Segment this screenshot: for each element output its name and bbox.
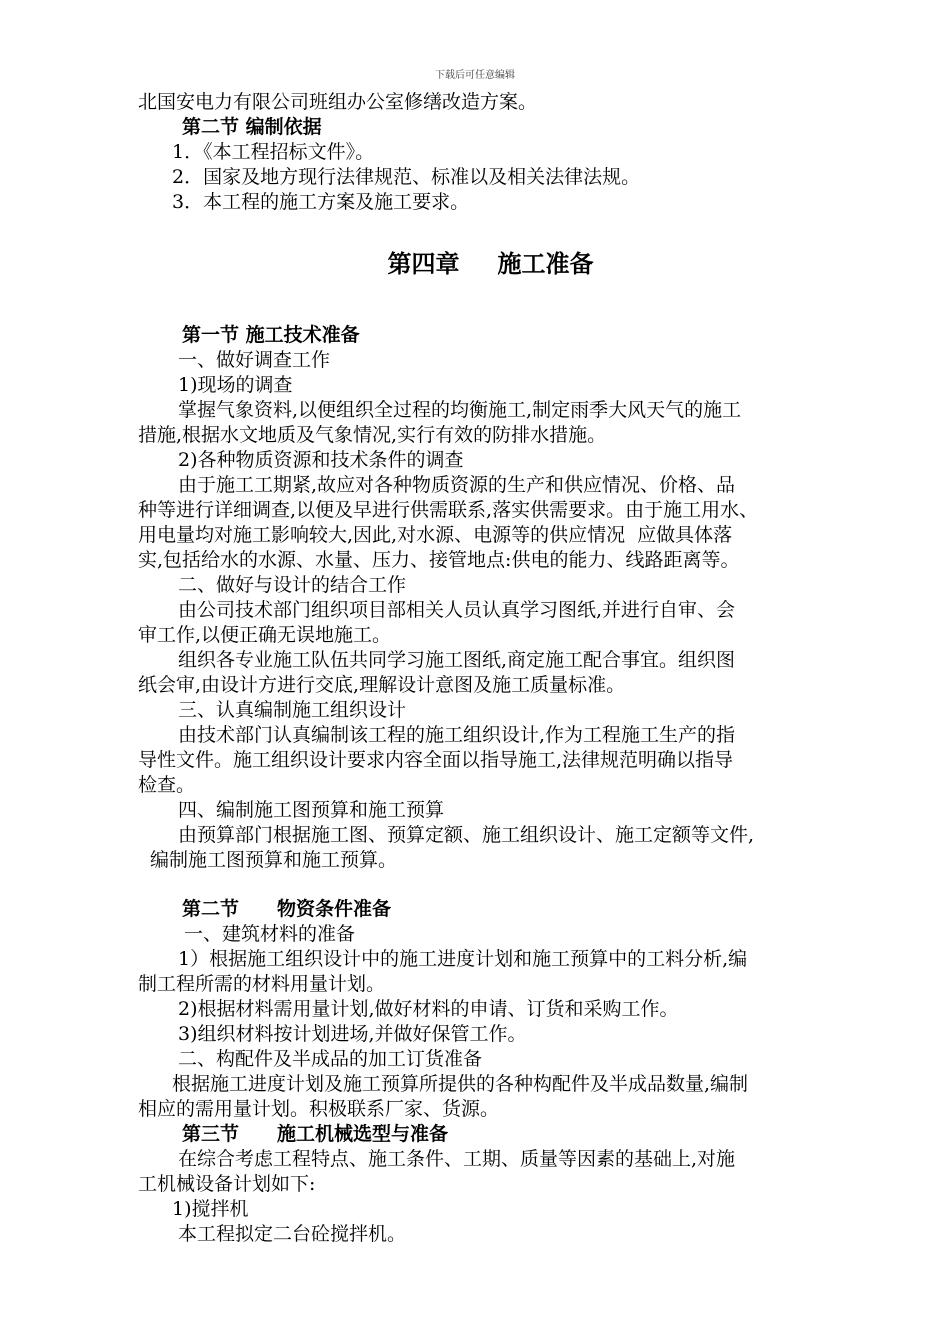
paragraph-line: 导性文件。施工组织设计要求内容全面以指导施工,法律规范明确以指导 — [138, 749, 734, 771]
subheading-resource-survey: 2)各种物质资源和技术条件的调查 — [178, 449, 464, 471]
paragraph-line: 根据施工进度计划及施工预算所提供的各种构配件及半成品数量,编制 — [172, 1073, 749, 1095]
basis-item-1: 1．《本工程招标文件》。 — [172, 141, 375, 163]
section-number: 第一节 — [182, 324, 240, 346]
paragraph-line: 措施,根据水文地质及气象情况,实行有效的防排水措施。 — [138, 424, 607, 446]
paragraph-line: 制工程所需的材料用量计划。 — [138, 973, 386, 995]
paragraph-line: 编制施工图预算和施工预算。 — [150, 849, 398, 871]
heading-survey: 一、做好调查工作 — [178, 349, 331, 371]
section-number: 第二节 — [182, 116, 240, 138]
section-number: 第三节 — [182, 1123, 240, 1145]
section-title-tech — [138, 323, 863, 348]
paragraph-line: 检查。 — [138, 774, 196, 796]
paragraph-line: 掌握气象资料,以便组织全过程的均衡施工,制定雨季大风天气的施工 — [178, 399, 742, 421]
basis-item-3: 3．本工程的施工方案及施工要求。 — [172, 191, 470, 213]
paragraph-line: 相应的需用量计划。积极联系厂家、货源。 — [138, 1098, 500, 1120]
heading-materials: 一、建筑材料的准备 — [184, 923, 356, 945]
paragraph-line: 由公司技术部门组织项目部相关人员认真学习图纸,并进行自审、会 — [178, 599, 736, 621]
section-title-materials — [138, 897, 863, 922]
chapter-name: 施工准备 — [497, 249, 594, 278]
heading-organization-design: 三、认真编制施工组织设计 — [178, 699, 407, 721]
heading-components: 二、构配件及半成品的加工订货准备 — [178, 1048, 483, 1070]
heading-design: 二、做好与设计的结合工作 — [178, 574, 407, 596]
paragraph-line: 由技术部门认真编制该工程的施工组织设计,作为工程施工生产的指 — [178, 724, 736, 746]
paragraph-line: 用电量均对施工影响较大,因此,对水源、电源等的供应情况 应做具体落 — [138, 524, 733, 546]
paragraph-line: 1）根据施工组织设计中的施工进度计划和施工预算中的工料分析,编 — [178, 948, 748, 970]
section-title-machinery — [138, 1122, 863, 1147]
paragraph-line: 实,包括给水的水源、水量、压力、接管地点:供电的能力、线路距离等。 — [138, 549, 740, 571]
paragraph-line: 本工程拟定二台砼搅拌机。 — [178, 1223, 407, 1245]
paragraph-line: 3)组织材料按计划进场,并做好保管工作。 — [178, 1023, 527, 1045]
heading-budget: 四、编制施工图预算和施工预算 — [178, 799, 445, 821]
document-body — [138, 90, 863, 1247]
section-number: 第二节 — [182, 898, 240, 920]
paragraph-line: 由于施工工期紧,故应对各种物质资源的生产和供应情况、价格、品 — [178, 474, 736, 496]
paragraph-line: 2)根据材料需用量计划,做好材料的申请、订货和采购工作。 — [178, 998, 679, 1020]
intro-line: 北国安电力有限公司班组办公室修缮改造方案。 — [138, 91, 538, 113]
section-title-basis — [138, 115, 863, 140]
paragraph-line: 种等进行详细调查,以便及早进行供需联系,落实供需要求。由于施工用水、 — [138, 499, 759, 521]
section-name: 施工机械选型与准备 — [277, 1123, 449, 1145]
chapter-title — [138, 249, 863, 279]
page-header: 下载后可任意编辑 — [435, 70, 515, 81]
basis-item-2: 2．国家及地方现行法律规范、标准以及相关法律法规。 — [172, 166, 641, 188]
paragraph-line: 在综合考虑工程特点、施工条件、工期、质量等因素的基础上,对施 — [178, 1148, 736, 1170]
subheading-mixer: 1)搅拌机 — [172, 1198, 249, 1220]
section-name: 编制依据 — [245, 116, 322, 138]
paragraph-line: 组织各专业施工队伍共同学习施工图纸,商定施工配合事宜。组织图 — [178, 649, 736, 671]
section-name: 物资条件准备 — [277, 898, 392, 920]
subheading-site-survey: 1)现场的调查 — [178, 374, 293, 396]
paragraph-line: 工机械设备计划如下: — [138, 1173, 316, 1195]
paragraph-line: 由预算部门根据施工图、预算定额、施工组织设计、施工定额等文件, — [178, 824, 755, 846]
chapter-number: 第四章 — [387, 249, 460, 278]
section-name: 施工技术准备 — [245, 324, 360, 346]
paragraph-line: 审工作,以便正确无误地施工。 — [138, 624, 392, 646]
paragraph-line: 纸会审,由设计方进行交底,理解设计意图及施工质量标准。 — [138, 674, 626, 696]
